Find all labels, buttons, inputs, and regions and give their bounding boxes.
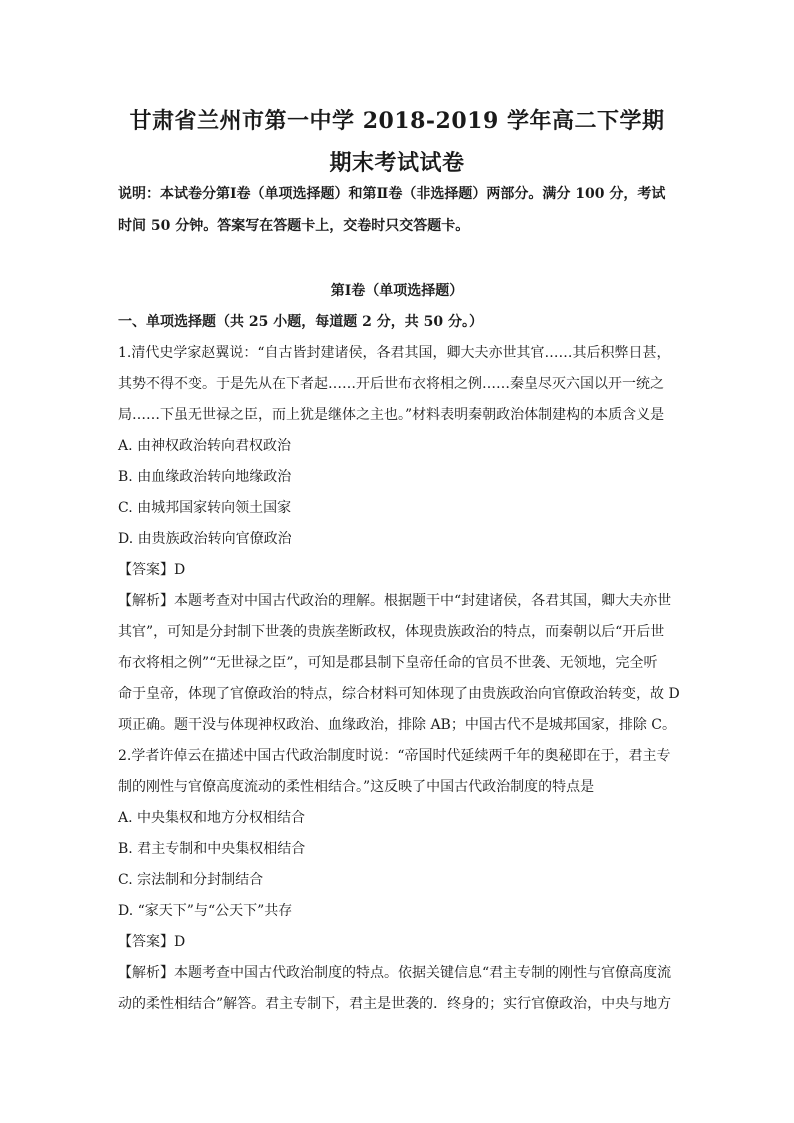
q2-option-a: A. 中央集权和地方分权相结合 xyxy=(118,810,306,826)
part-heading: 一、单项选择题（共 25 小题，每道题 2 分，共 50 分。） xyxy=(118,314,483,330)
q1-option-c: C. 由城邦国家转向领土国家 xyxy=(118,500,292,516)
q1-answer: 【答案】D xyxy=(118,562,186,578)
q2-option-c: C. 宗法制和分封制结合 xyxy=(118,872,264,888)
q1-analysis-line1: 【解析】本题考查对中国古代政治的理解。根据题干中“封建诸侯，各君其国，卿大夫亦世 xyxy=(118,593,672,609)
q1-analysis-line2: 其官”，可知是分封制下世袭的贵族垄断政权，体现贵族政治的特点，而秦朝以后“开后世 xyxy=(118,624,665,640)
exam-title-line2: 期末考试试卷 xyxy=(329,150,465,176)
q2-analysis-line1: 【解析】本题考查中国古代政治制度的特点。依据关键信息“君主专制的刚性与官僚高度流 xyxy=(118,965,672,981)
q1-option-a: A. 由神权政治转向君权政治 xyxy=(118,438,292,454)
q2-option-b: B. 君主专制和中央集权相结合 xyxy=(118,841,306,857)
q2-stem-line2: 制的刚性与官僚高度流动的柔性相结合。”这反映了中国古代政治制度的特点是 xyxy=(118,779,595,795)
q1-stem-line3: 局……下虽无世禄之臣，而上犹是继体之主也。”材料表明秦朝政治体制建构的本质含义是 xyxy=(118,407,665,423)
q2-answer: 【答案】D xyxy=(118,934,186,950)
q2-option-d: D. “家天下”与“公天下”共存 xyxy=(118,903,293,919)
notice-line2: 时间 50 分钟。答案写在答题卡上，交卷时只交答题卡。 xyxy=(118,218,470,234)
q1-stem-line2: 其势不得不变。于是先从在下者起……开后世布衣将相之例……秦皇尽灭六国以开一统之 xyxy=(118,376,664,392)
q1-stem-line1: 1.清代史学家赵翼说：“自古皆封建诸侯，各君其国，卿大夫亦世其官……其后积弊日甚， xyxy=(118,345,671,361)
q1-analysis-line4: 命于皇帝，体现了官僚政治的特点，综合材料可知体现了由贵族政治向官僚政治转变，故 D xyxy=(118,686,680,702)
section-heading: 第Ⅰ卷（单项选择题） xyxy=(330,283,464,299)
q1-option-b: B. 由血缘政治转向地缘政治 xyxy=(118,469,292,485)
q2-stem-line1: 2.学者许倬云在描述中国古代政治制度时说：“帝国时代延续两千年的奥秘即在于，君主专 xyxy=(118,748,671,764)
q1-analysis-line3: 布衣将相之例”“无世禄之臣”，可知是郡县制下皇帝任命的官员不世袭、无领地，完全听 xyxy=(118,655,658,671)
notice-line1: 说明：本试卷分第Ⅰ卷（单项选择题）和第Ⅱ卷（非选择题）两部分。满分 100 分，考试 xyxy=(118,186,666,202)
q2-analysis-line2: 动的柔性相结合”解答。君主专制下，君主是世袭的．终身的；实行官僚政治，中央与地方 xyxy=(118,996,672,1012)
q1-option-d: D. 由贵族政治转向官僚政治 xyxy=(118,531,292,547)
exam-title-line1: 甘肃省兰州市第一中学 2018-2019 学年高二下学期 xyxy=(129,108,665,134)
q1-analysis-line5: 项正确。题干没与体现神权政治、血缘政治，排除 AB；中国古代不是城邦国家，排除 C。 xyxy=(118,717,677,733)
